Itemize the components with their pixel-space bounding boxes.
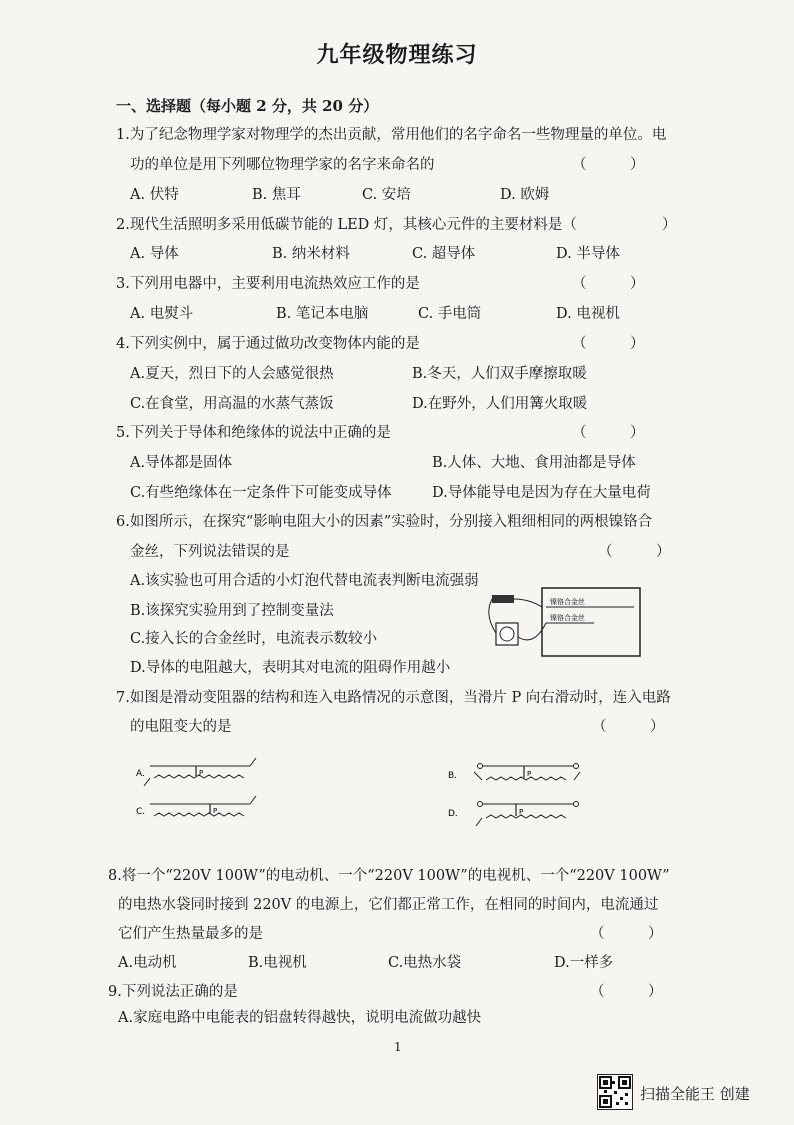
q4-stem: 4.下列实例中，属于通过做功改变物体内能的是 (116, 336, 420, 352)
q9-option-a: A.家庭电路中电能表的铝盘转得越快，说明电流做功越快 (118, 1010, 482, 1026)
q7-answer-paren: （ ） (592, 719, 665, 735)
q6-option-b: B.该探究实验用到了控制变量法 (130, 603, 334, 619)
q5-answer-paren: （ ） (572, 425, 645, 441)
q7-d-p: P (519, 808, 524, 816)
q3-answer-paren: （ ） (572, 276, 645, 292)
q2-stem: 2.现代生活照明多采用低碳节能的 LED 灯，其核心元件的主要材料是（ (116, 217, 577, 233)
q2-option-a: A. 导体 (130, 246, 179, 262)
q7-label-c: C. (136, 807, 146, 817)
q7-b-p: P (527, 770, 532, 778)
q6-lead-2 (489, 599, 496, 633)
q7-d-lead (476, 818, 482, 826)
q5-stem: 5.下列关于导体和绝缘体的说法中正确的是 (116, 425, 391, 441)
q7-figure-bd (446, 752, 586, 834)
q7-a-p: P (199, 769, 204, 777)
scanner-watermark: 扫描全能王 创建 (640, 1085, 750, 1103)
q3-option-d: D. 电视机 (556, 306, 620, 322)
q6-stem-line1: 6.如图所示，在探究“影响电阻大小的因素”实验时，分别接入粗细相同的两根镍铬合 (116, 514, 653, 530)
q5-option-a: A.导体都是固体 (130, 455, 233, 471)
q3-stem: 3.下列用电器中，主要利用电流热效应工作的是 (116, 276, 420, 292)
q7-d-terminal2 (574, 802, 579, 807)
q6-label-wire1: 镍铬合金丝 (550, 598, 585, 606)
q6-option-c: C.接入长的合金丝时，电流表示数较小 (130, 631, 378, 647)
q3-option-c: C. 手电筒 (418, 306, 482, 322)
q7-c-lead (250, 796, 256, 804)
q1-option-b: B. 焦耳 (252, 187, 301, 203)
q3-option-b: B. 笔记本电脑 (276, 306, 369, 322)
q5-option-c: C.有些绝缘体在一定条件下可能变成导体 (130, 485, 392, 501)
q6-circuit-figure (484, 585, 644, 660)
q7-figure-ac (132, 748, 262, 828)
q9-stem: 9.下列说法正确的是 (108, 984, 238, 1000)
q6-option-a: A.该实验也可用合适的小灯泡代替电流表判断电流强弱 (130, 573, 479, 589)
q8-option-c: C.电热水袋 (388, 955, 462, 971)
q4-option-a: A.夏天，烈日下的人会感觉很热 (130, 366, 334, 382)
q8-stem-line2: 的电热水袋同时接到 220V 的电源上，它们都正常工作，在相同的时间内，电流通过 (118, 897, 659, 913)
q6-ammeter (496, 623, 518, 645)
q7-d-coil (486, 815, 566, 818)
qr-code-icon (597, 1074, 633, 1110)
q3-option-a: A. 电熨斗 (130, 306, 194, 322)
q4-option-d: D.在野外，人们用篝火取暖 (412, 396, 588, 412)
q1-option-a: A. 伏特 (130, 187, 179, 203)
q8-option-a: A.电动机 (118, 955, 177, 971)
q7-c-p: P (213, 807, 218, 815)
q7-c-coil (154, 813, 244, 816)
q8-option-b: B.电视机 (248, 955, 307, 971)
q7-d-terminal1 (478, 802, 483, 807)
q7-stem-line2: 的电阻变大的是 (130, 719, 232, 735)
q6-lead-1 (514, 599, 542, 607)
q7-label-a: A. (136, 769, 145, 779)
q2-option-d: D. 半导体 (556, 246, 620, 262)
q6-answer-paren: （ ） (598, 544, 671, 560)
q7-a-lead (250, 758, 256, 766)
q5-option-b: B.人体、大地、食用油都是导体 (432, 455, 636, 471)
q1-option-c: C. 安培 (362, 187, 411, 203)
q7-b-terminal1 (478, 764, 483, 769)
q2-option-c: C. 超导体 (412, 246, 476, 262)
q8-stem-line1: 8.将一个“220V 100W”的电动机、一个“220V 100W”的电视机、一个“220V 100W” (108, 868, 670, 884)
q6-label-wire2: 镍铬合金丝 (550, 614, 585, 622)
q7-a-lead2 (144, 778, 150, 786)
q6-stem-line2: 金丝，下列说法错误的是 (130, 544, 290, 560)
q9-answer-paren: （ ） (590, 984, 663, 1000)
q4-answer-paren: （ ） (572, 336, 645, 352)
q7-label-b: B. (448, 771, 458, 781)
page-title: 九年级物理练习 (316, 42, 478, 68)
q1-answer-paren: （ ） (572, 157, 645, 173)
q1-stem-line1: 1.为了纪念物理学家对物理学的杰出贡献，常用他们的名字命名一些物理量的单位。电 (116, 127, 667, 143)
page-number: 1 (394, 1040, 402, 1054)
q8-option-d: D.一样多 (554, 955, 614, 971)
q1-option-d: D. 欧姆 (500, 187, 550, 203)
section-heading: 一、选择题（每小题 2 分，共 20 分） (116, 97, 379, 115)
q5-option-d: D.导体能导电是因为存在大量电荷 (432, 485, 651, 501)
q7-label-d: D. (448, 809, 458, 819)
q4-option-b: B.冬天，人们双手摩擦取暖 (412, 366, 587, 382)
q1-stem-line2: 功的单位是用下列哪位物理学家的名字来命名的 (130, 157, 435, 173)
q7-stem-line1: 7.如图是滑动变阻器的结构和连入电路情况的示意图，当滑片 P 向右滑动时，连入电路 (116, 690, 671, 706)
q8-stem-line3: 它们产生热量最多的是 (118, 926, 263, 942)
q6-battery (492, 595, 514, 603)
q7-b-terminal2 (574, 764, 579, 769)
q4-option-c: C.在食堂，用高温的水蒸气蒸饭 (130, 396, 334, 412)
q7-b-coil (486, 777, 566, 780)
q2-answer-paren: ） (662, 217, 677, 233)
q6-option-d: D.导体的电阻越大，表明其对电流的阻碍作用越小 (130, 660, 451, 676)
q2-option-b: B. 纳米材料 (272, 246, 350, 262)
q8-answer-paren: （ ） (590, 926, 663, 942)
